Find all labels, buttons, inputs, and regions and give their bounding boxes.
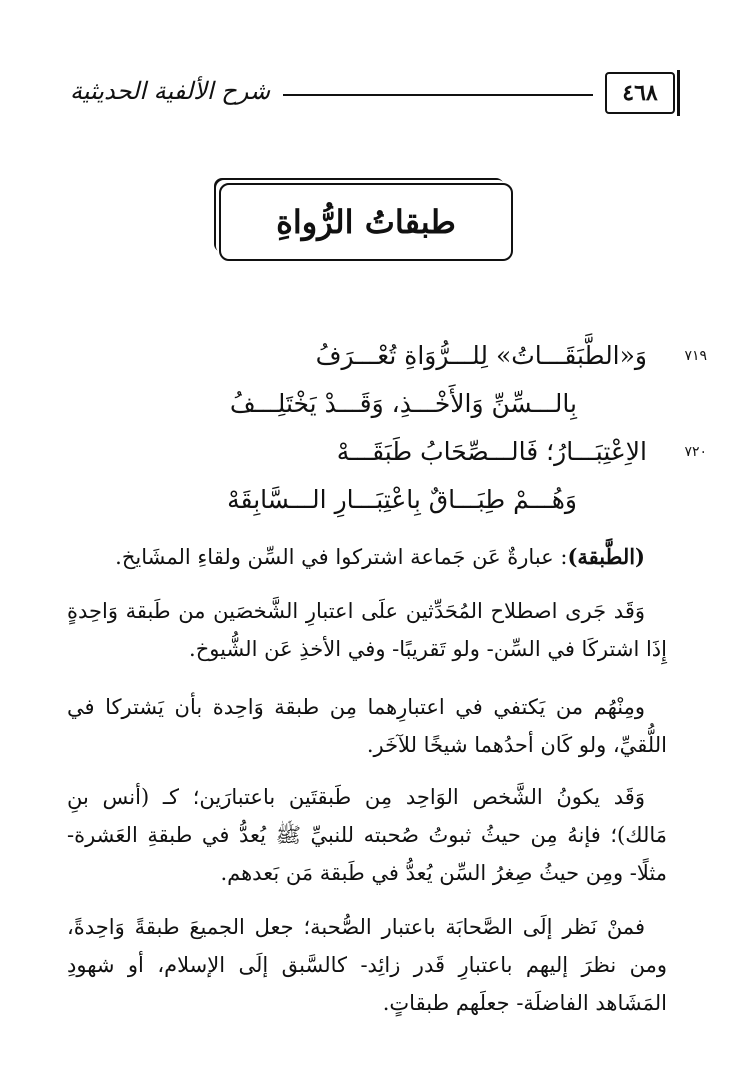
verse-number: ٧١٩ xyxy=(684,348,707,364)
defined-term: (الطَّبقة) xyxy=(567,544,645,569)
paragraph-text: وَقَد جَرى اصطلاح المُحَدِّثين علَى اعتبارِ الشَّخصَين من طَبقة وَاحِدةٍ إِذَا اشتركَا في السِّن- ولو تَقريبًا- وفي الأخذِ عَن الشُّيوخ. xyxy=(67,599,667,661)
verse-text: وَهُـــمْ طِبَـــاقٌ بِاعْتِبَـــارِ الـــسَّابِقَهْ xyxy=(227,485,577,514)
verse-text: الاِعْتِبَـــارُ؛ فَالـــصِّحَابُ طَبَقَـــهْ xyxy=(336,437,647,466)
chapter-title: طبقاتُ الرُّواةِ xyxy=(276,203,456,241)
verse-number: ٧٢٠ xyxy=(684,444,707,460)
paragraph-text: فمنْ نَظر إلَى الصَّحابَة باعتبار الصُّحبة؛ جعل الجميعَ طبقةً وَاحِدةً، ومن نظرَ إليهم باعتبارِ قَدر زائِد- كالسَّبق إلَى الإسلام، أو شهودِ المَشَاهد الفاضلَة- جعلَهم طبقاتٍ. xyxy=(67,915,667,1015)
paragraph-text: ومِنْهُم من يَكتفي في اعتبارِهما مِن طبقة وَاحِدة بأن يَشتركا في اللُّقيِّ، ولو كَان أحدُهما شيخًا للآخَر. xyxy=(67,695,667,757)
verse-line xyxy=(87,432,707,472)
verse-text: وَ«الطَّبَقَـــاتُ» لِلـــرُّوَاةِ تُعْـــرَفُ xyxy=(315,341,647,370)
book-title: شرح الألفية الحديثية xyxy=(69,77,271,105)
verse-line xyxy=(87,336,707,376)
running-header xyxy=(60,72,675,114)
paragraph-text: وَقَد يكونُ الشَّخص الوَاحِد مِن طَبقتَين باعتبارَين؛ كـ (أنس بنِ مَالك)؛ فإنهُ مِن حيثُ ثبوتُ صُحبته للنبيِّ ﷺ يُعدُّ في طبقةِ العَشرة- مثلًا- ومِن حيثُ صِغرُ السِّن يُعدُّ في طَبقة مَن بَعدهم. xyxy=(67,785,667,885)
paragraph xyxy=(67,592,667,668)
paragraph xyxy=(67,908,667,1022)
paragraph-text: : عبارةٌ عَن جَماعة اشتركوا في السِّن ولقاءِ المشَايخ. xyxy=(115,545,568,569)
paragraph xyxy=(67,688,667,764)
verse-text: بِالـــسِّنِّ وَالأَخْـــذِ، وَقَـــدْ يَخْتَلِـــفُ xyxy=(229,389,577,418)
page-number: ٤٦٨ xyxy=(605,72,675,114)
verse-line xyxy=(87,480,647,520)
chapter-title-frame xyxy=(219,183,513,261)
header-rule xyxy=(283,94,593,96)
paragraph xyxy=(67,538,667,576)
verse-line xyxy=(87,384,647,424)
paragraph xyxy=(67,778,667,892)
